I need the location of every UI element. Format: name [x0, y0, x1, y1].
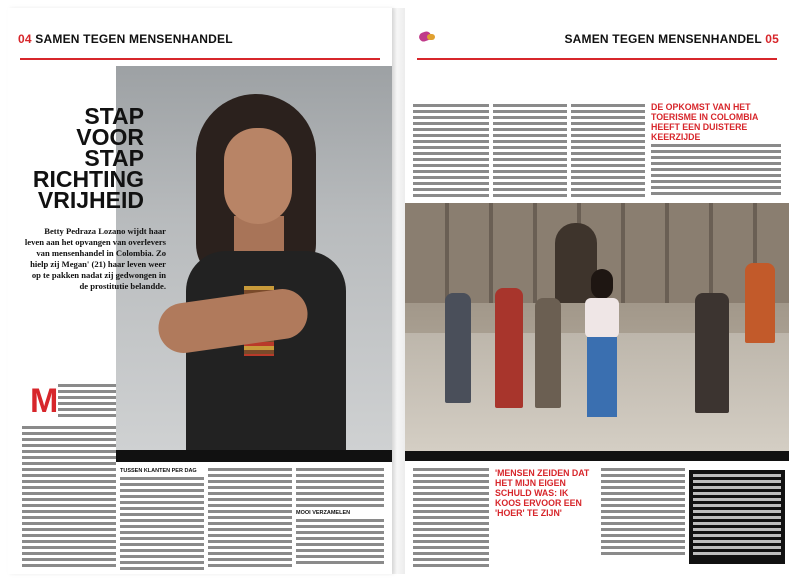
left-col-4: [296, 468, 384, 574]
photo-passerby-4: [695, 293, 729, 413]
street-photo: [405, 203, 789, 451]
right-col-6: [601, 468, 685, 574]
left-col-1: [22, 426, 116, 574]
photo-girl-jeans: [587, 337, 617, 417]
left-page: [8, 8, 392, 574]
logo-mark-accent-icon: [427, 34, 435, 40]
right-header-rule: [417, 58, 777, 60]
article-headline: STAP VOOR STAP RICHTING VRIJHEID: [32, 103, 144, 213]
photo-face: [224, 128, 292, 224]
left-col-3: [208, 468, 292, 574]
right-col-1: [413, 104, 489, 200]
right-running-head: [564, 32, 779, 52]
article-intro: Betty Pedraza Lozano wijdt haar leven aan het opvangen van overlevers van mensenhandel in Colombia. Zo hielp zij Megan' (21) haar leven weer op te pakken nadat zij gedwongen in de prostitutie belandde.: [24, 226, 166, 291]
photo-girl-shirt: [585, 298, 619, 338]
dropcap: M: [30, 382, 59, 420]
organisation-logo: [417, 32, 445, 54]
subhead-2: MOOI VERZAMELEN: [296, 510, 351, 516]
left-col-1-top: [58, 384, 116, 424]
pullquote-top: DE OPKOMST VAN HET TOERISME IN COLOMBIA HEEFT EEN DUISTERE KEERZIJDE: [651, 102, 759, 142]
photo-passerby-2: [495, 288, 523, 408]
street-caption-bar: [405, 451, 789, 461]
right-section-title: SAMEN TEGEN MENSENHANDEL: [564, 32, 762, 46]
right-page: [405, 8, 789, 574]
subhead-1: TUSSEN KLANTEN PER DAG: [120, 468, 197, 474]
left-running-head: [18, 32, 233, 52]
photo-vendor: [745, 263, 775, 343]
right-col-2: [493, 104, 567, 200]
photo-passerby-3: [535, 298, 561, 408]
spread-gutter: [392, 8, 405, 574]
right-col-3: [571, 104, 645, 200]
pullquote-bottom: 'MENSEN ZEIDEN DAT HET MIJN EIGEN SCHULD WAS: IK KOOS ERVOOR EEN 'HOER' TE ZIJN': [495, 468, 590, 518]
photo-passerby-1: [445, 293, 471, 403]
info-sidebar-box: [689, 470, 785, 564]
portrait-caption-bar: [116, 450, 392, 462]
photo-girl-head: [591, 269, 613, 299]
right-col-4: [651, 144, 781, 200]
left-col-2: [120, 468, 204, 574]
left-section-title: SAMEN TEGEN MENSENHANDEL: [35, 32, 233, 46]
right-page-number: 05: [765, 32, 779, 46]
left-page-number: 04: [18, 32, 32, 46]
left-header-rule: [20, 58, 380, 60]
right-col-5: [413, 468, 489, 574]
